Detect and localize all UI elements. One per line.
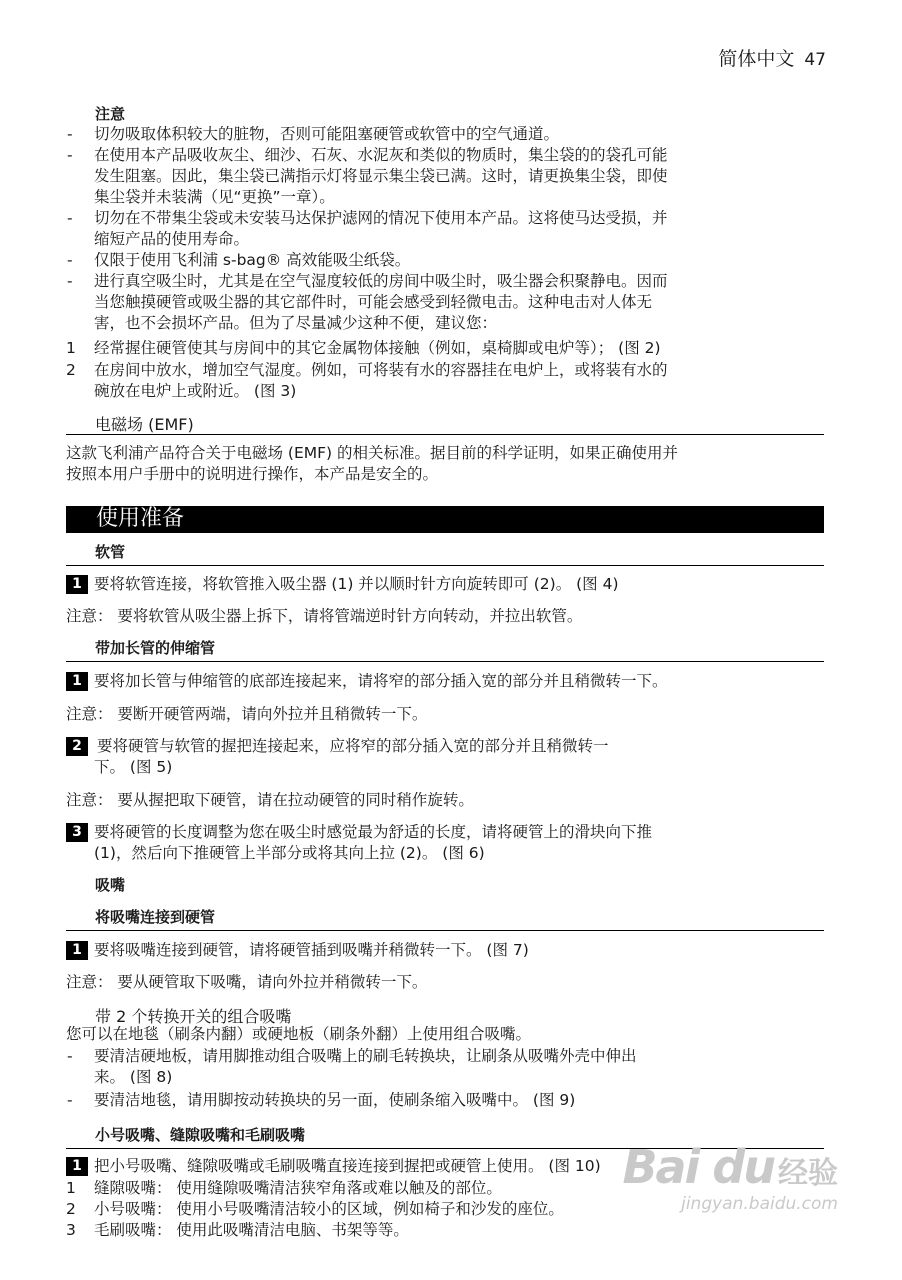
note-text: 注意： 要将软管从吸尘器上拆下，请将管端逆时针方向转动，并拉出软管。 [66, 607, 583, 625]
step-number: 1 [66, 575, 88, 594]
small-nozzle-title: 小号吸嘴、缝隙吸嘴和毛刷吸嘴 [95, 1126, 306, 1144]
step-number: 2 [66, 737, 88, 756]
step-number: 1 [66, 1157, 88, 1176]
page-header [718, 44, 826, 71]
list-item: 在使用本产品吸收灰尘、细沙、石灰、水泥灰和类似的物质时，集尘袋的的袋孔可能 [94, 146, 668, 164]
watermark-cn: 经验 [778, 1156, 838, 1191]
divider [66, 565, 824, 566]
divider [66, 930, 824, 931]
watermark-logo: Bai du [622, 1140, 774, 1194]
list-marker: - [67, 146, 73, 164]
step-text: 要将硬管与软管的握把连接起来，应将窄的部分插入宽的部分并且稍微转一 [97, 737, 609, 755]
step-text: 下。 (图 5) [94, 758, 173, 776]
list-item: 在房间中放水，增加空气湿度。例如，可将装有水的容器挂在电炉上，或将装有水的 [94, 361, 668, 379]
list-marker: - [67, 125, 73, 143]
step-text: (1)，然后向下推硬管上半部分或将其向上拉 (2)。 (图 6) [94, 844, 485, 862]
list-marker: - [67, 1047, 73, 1065]
combi-title: 带 2 个转换开关的组合吸嘴 [95, 1007, 292, 1026]
list-marker: 2 [66, 1200, 76, 1218]
list-item: 经常握住硬管使其与房间中的其它金属物体接触（例如，桌椅脚或电炉等）； (图 2) [94, 339, 661, 357]
note-text: 注意： 要从硬管取下吸嘴，请向外拉并稍微转一下。 [66, 973, 428, 991]
nozzle-connect-title: 将吸嘴连接到硬管 [95, 908, 216, 926]
list-item: 碗放在电炉上或附近。 (图 3) [94, 382, 297, 400]
baidu-watermark [622, 1140, 838, 1214]
step-number: 3 [66, 823, 88, 842]
list-marker: - [67, 272, 73, 290]
note-text: 注意： 要断开硬管两端，请向外拉并且稍微转一下。 [66, 705, 428, 723]
list-item: 小号吸嘴： 使用小号吸嘴清洁较小的区域，例如椅子和沙发的座位。 [94, 1200, 564, 1218]
list-item: 切勿在不带集尘袋或未安装马达保护滤网的情况下使用本产品。这将使马达受损，并 [94, 209, 668, 227]
emf-title: 电磁场 (EMF) [95, 415, 194, 434]
step-text: 把小号吸嘴、缝隙吸嘴或毛刷吸嘴直接连接到握把或硬管上使用。 (图 10) [94, 1157, 601, 1175]
list-item: 来。 (图 8) [94, 1068, 173, 1086]
list-item: 要清洁地毯，请用脚按动转换块的另一面，使刷条缩入吸嘴中。 (图 9) [94, 1091, 576, 1109]
step-text: 要将加长管与伸缩管的底部连接起来，请将窄的部分插入宽的部分并且稍微转一下。 [94, 672, 668, 690]
divider [66, 434, 824, 435]
step-text: 要将软管连接，将软管推入吸尘器 (1) 并以顺时针方向旋转即可 (2)。 (图 4) [94, 575, 619, 593]
list-marker: 2 [66, 361, 76, 379]
note-text: 注意： 要从握把取下硬管，请在拉动硬管的同时稍作旋转。 [66, 791, 474, 809]
hose-title: 软管 [95, 543, 126, 561]
step-number: 1 [66, 941, 88, 960]
list-marker: - [67, 251, 73, 269]
emf-line: 这款飞利浦产品符合关于电磁场 (EMF) 的相关标准。据目前的科学证明，如果正确使用并 [66, 444, 679, 462]
step-text: 要将吸嘴连接到硬管，请将硬管插到吸嘴并稍微转一下。 (图 7) [94, 941, 529, 959]
list-marker: - [67, 1091, 73, 1109]
list-item: 缩短产品的使用寿命。 [94, 230, 250, 248]
page-number: 47 [804, 50, 826, 70]
list-marker: 3 [66, 1221, 76, 1239]
tube-title: 带加长管的伸缩管 [95, 639, 216, 657]
divider [66, 661, 824, 662]
nozzle-title: 吸嘴 [95, 876, 126, 894]
list-item: 毛刷吸嘴： 使用此吸嘴清洁电脑、书架等等。 [94, 1221, 409, 1239]
list-item: 发生阻塞。因此，集尘袋已满指示灯将显示集尘袋已满。这时，请更换集尘袋，即使 [94, 167, 668, 185]
list-item: 切勿吸取体积较大的脏物，否则可能阻塞硬管或软管中的空气通道。 [94, 125, 560, 143]
list-marker: 1 [66, 339, 76, 357]
emf-line: 按照本用户手册中的说明进行操作，本产品是安全的。 [66, 465, 439, 483]
list-item: 害，也不会损坏产品。但为了尽量减少这种不便，建议您： [94, 314, 498, 332]
list-item: 仅限于使用飞利浦 s-bag® 高效能吸尘纸袋。 [94, 251, 411, 269]
list-marker: 1 [66, 1179, 76, 1197]
step-text: 要将硬管的长度调整为您在吸尘时感觉最为舒适的长度，请将硬管上的滑块向下推 [94, 823, 653, 841]
list-item: 当您触摸硬管或吸尘器的其它部件时，可能会感受到轻微电击。这种电击对人体无 [94, 293, 653, 311]
list-item: 要清洁硬地板，请用脚推动组合吸嘴上的刷毛转换块，让刷条从吸嘴外壳中伸出 [94, 1047, 637, 1065]
chapter-title: 使用准备 [96, 506, 185, 531]
list-marker: - [67, 209, 73, 227]
language-label: 简体中文 [718, 48, 795, 70]
list-item: 缝隙吸嘴： 使用缝隙吸嘴清洁狭窄角落或难以触及的部位。 [94, 1179, 502, 1197]
step-number: 1 [66, 672, 88, 691]
caution-title: 注意 [95, 105, 126, 123]
combi-intro: 您可以在地毯（刷条内翻）或硬地板（刷条外翻）上使用组合吸嘴。 [66, 1025, 532, 1043]
list-item: 进行真空吸尘时，尤其是在空气湿度较低的房间中吸尘时，吸尘器会积聚静电。因而 [94, 272, 668, 290]
watermark-url: jingyan.baidu.com [681, 1194, 838, 1214]
list-item: 集尘袋并未装满（见“更换”一章）。 [94, 188, 335, 206]
